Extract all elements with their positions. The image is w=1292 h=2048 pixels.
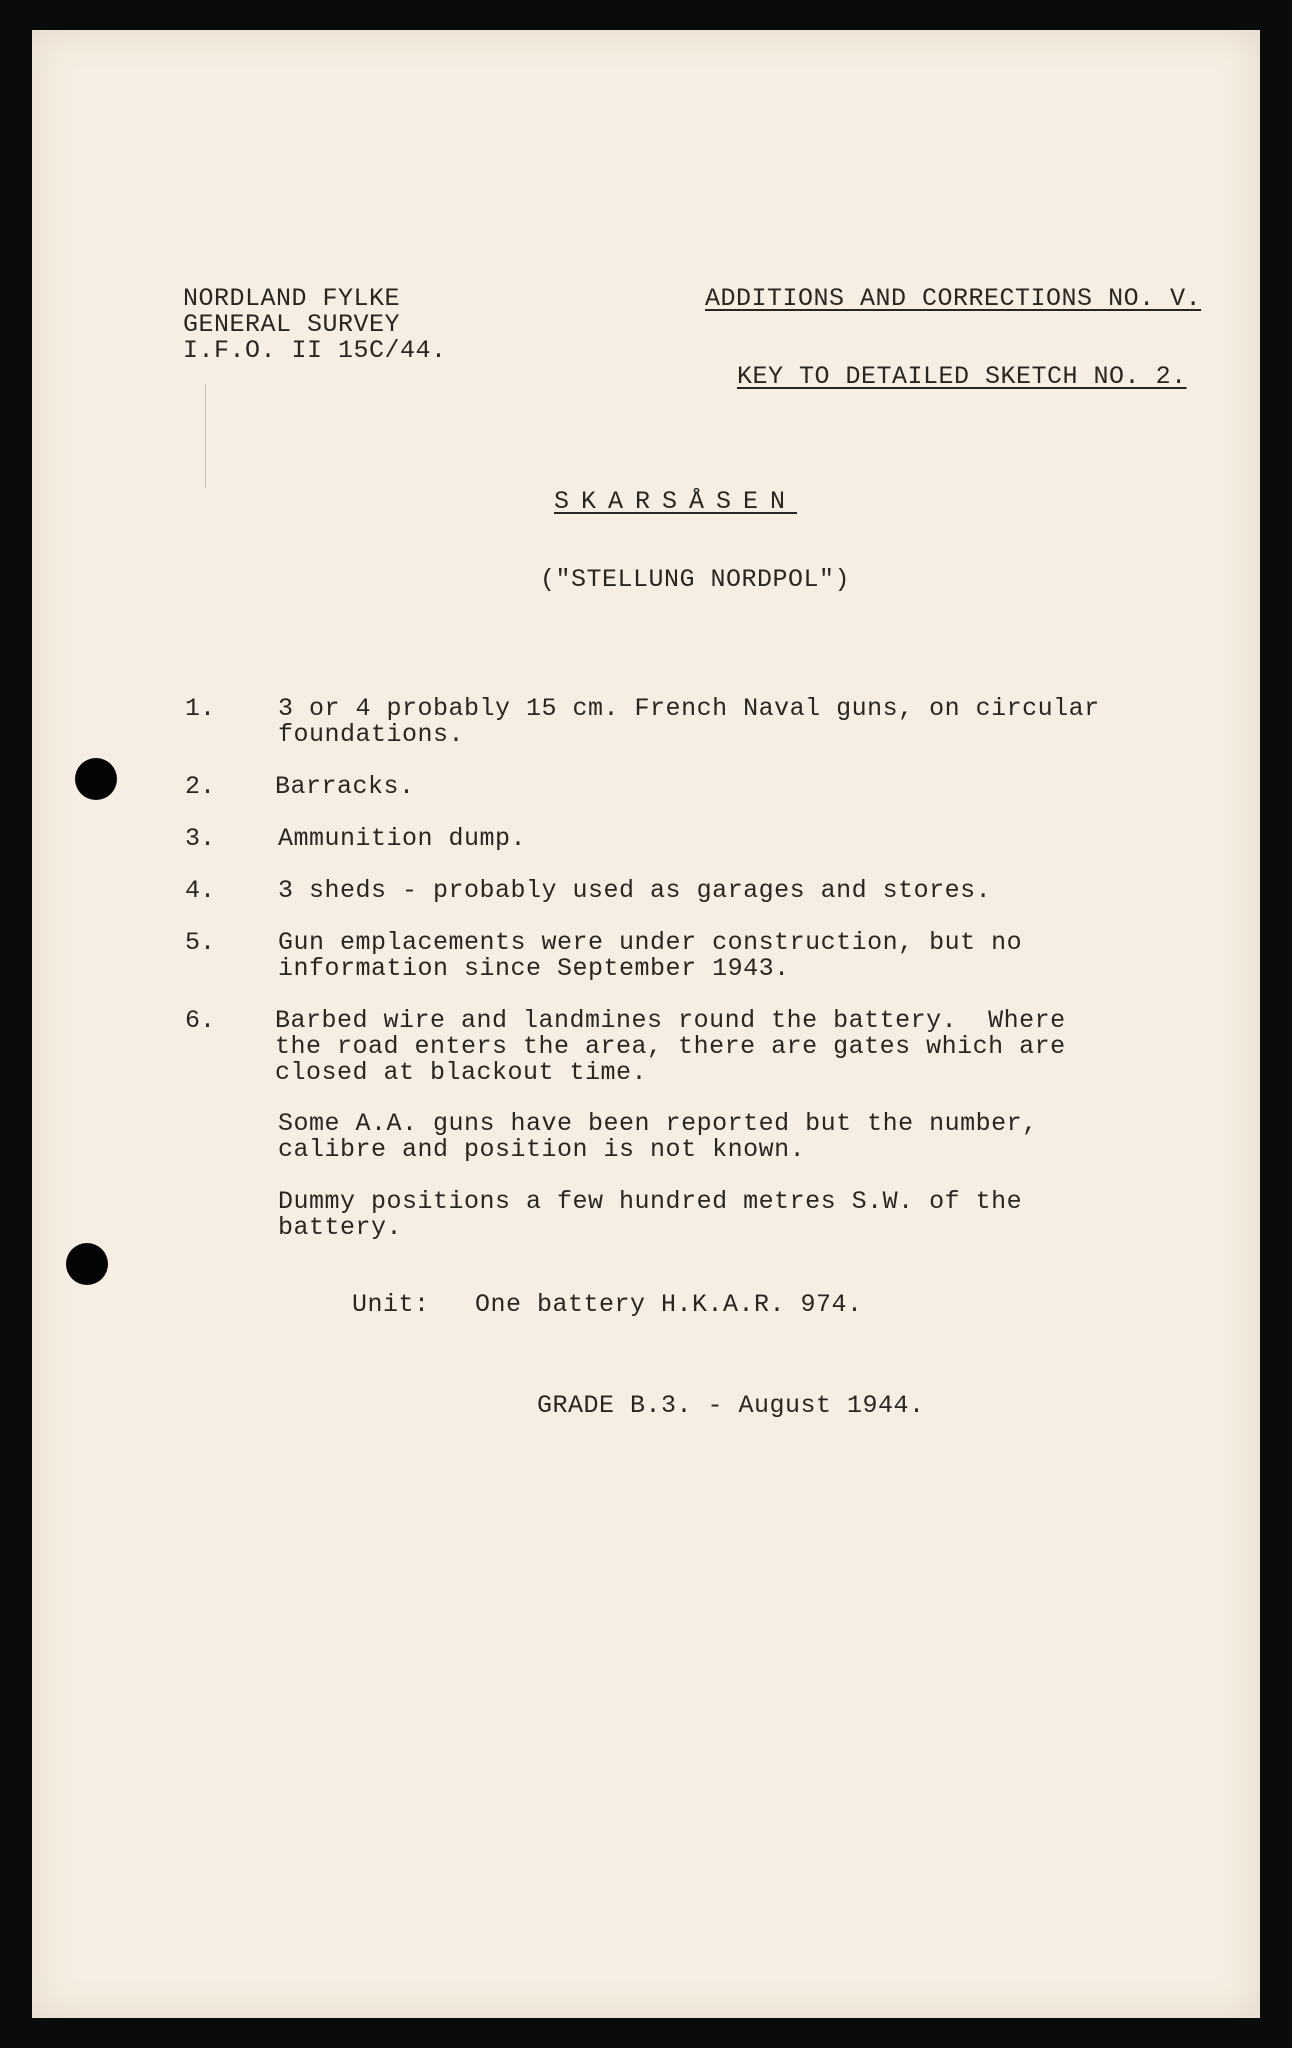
header-right-title: ADDITIONS AND CORRECTIONS NO. V. (705, 284, 1202, 313)
punch-hole-bottom (66, 1243, 108, 1285)
header-left-line-3: I.F.O. II 15C/44. (183, 336, 447, 365)
item-text-5: Gun emplacements were under construction, but no information since September 1943. (278, 928, 1023, 983)
item-number-3: 3. (185, 824, 216, 853)
item-text-2: Barracks. (275, 772, 415, 801)
item-text-1: 3 or 4 probably 15 cm. French Naval guns, on circular foundations. (278, 694, 1100, 749)
item-number-6: 6. (185, 1006, 216, 1035)
page-title: SKARSÅSEN (554, 487, 798, 516)
item-text-6: Barbed wire and landmines round the battery. Where the road enters the area, there are gates which are closed at blackout time. (275, 1006, 1066, 1087)
item-number-4: 4. (185, 876, 216, 905)
header-right-subtitle: KEY TO DETAILED SKETCH NO. 2. (737, 362, 1187, 391)
item-number-1: 1. (185, 694, 216, 723)
margin-line (205, 384, 206, 488)
item-text-3: Ammunition dump. (278, 824, 527, 853)
unit-label: Unit: (352, 1290, 430, 1319)
punch-hole-top (75, 758, 117, 800)
unit-value: One battery H.K.A.R. 974. (475, 1290, 863, 1319)
paragraph-aa-guns: Some A.A. guns have been reported but the number, calibre and position is not known. (278, 1109, 1038, 1164)
grade-line: GRADE B.3. - August 1944. (537, 1391, 925, 1420)
item-text-4: 3 sheds - probably used as garages and stores. (278, 876, 992, 905)
paragraph-dummy-positions: Dummy positions a few hundred metres S.W. of the battery. (278, 1187, 1023, 1242)
header-left-line-1: NORDLAND FYLKE (183, 284, 401, 313)
header-left-line-2: GENERAL SURVEY (183, 310, 401, 339)
item-number-2: 2. (185, 772, 216, 801)
page-subtitle: ("STELLUNG NORDPOL") (540, 565, 851, 594)
item-number-5: 5. (185, 928, 216, 957)
